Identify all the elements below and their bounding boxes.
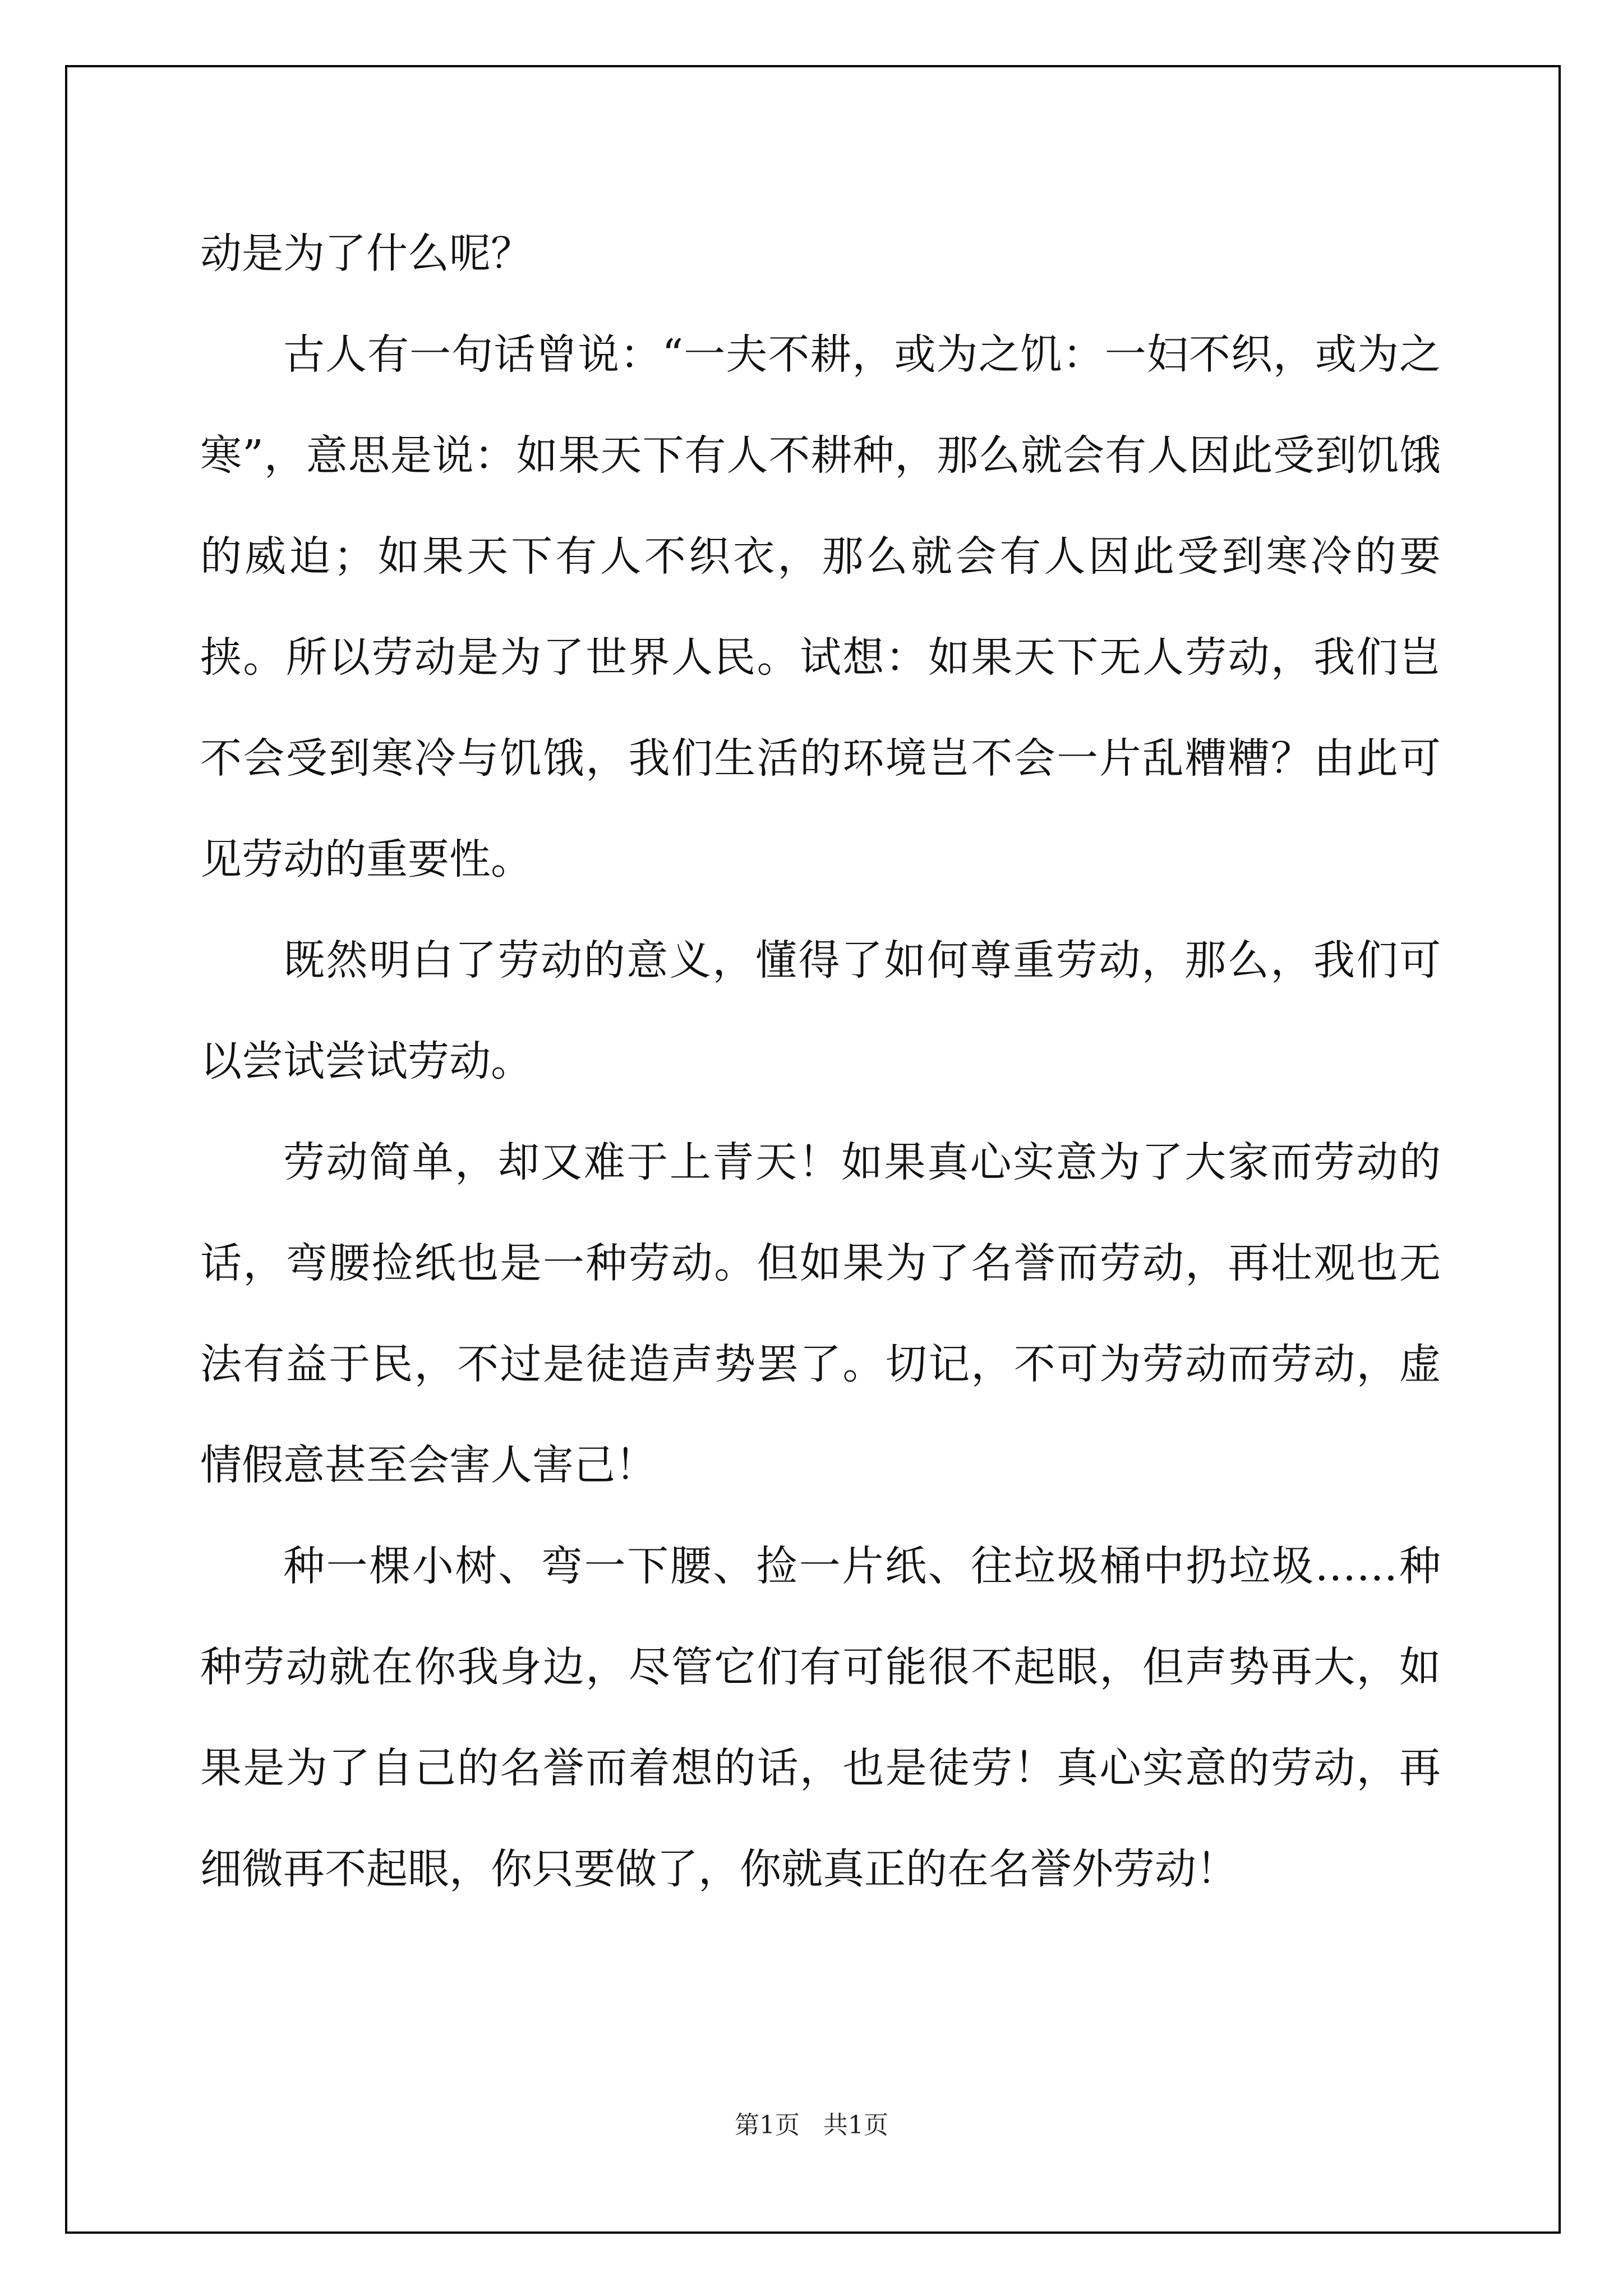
paragraph-4: 劳动简单，却又难于上青天！如果真心实意为了大家而劳动的话，弯腰捡纸也是一种劳动。但如果为了名誉而劳动，再壮观也无法有益于民，不过是徒造声势罢了。切记，不可为劳动而劳动，虚情假意甚至会害人害己！ [200, 1138, 1441, 1489]
paragraph-5: 种一棵小树、弯一下腰、捡一片纸、往垃圾桶中扔垃圾……种种劳动就在你我身边，尽管它们有可能很不起眼，但声势再大，如果是为了自己的名誉而着想的话，也是徒劳！真心实意的劳动，再细微再不起眼，你只要做了，你就真正的在名誉外劳动！ [200, 1542, 1441, 1893]
paragraph-3: 既然明白了劳动的意义，懂得了如何尊重劳动，那么，我们可以尝试尝试劳动。 [200, 936, 1441, 1085]
paragraph-1: 动是为了什么呢？ [200, 229, 532, 278]
document-body [200, 203, 1441, 1920]
page-number-footer: 第1页 共1页 [735, 2111, 888, 2139]
paragraph-2: 古人有一句话曾说：“一夫不耕，或为之饥：一妇不织，或为之寒”，意思是说：如果天下有人不耕种，那么就会有人因此受到饥饿的威迫；如果天下有人不织衣，那么就会有人因此受到寒冷的要挟。所以劳动是为了世界人民。试想：如果天下无人劳动，我们岂不会受到寒冷与饥饿，我们生活的环境岂不会一片乱糟糟？由此可见劳动的重要性。 [200, 330, 1441, 884]
